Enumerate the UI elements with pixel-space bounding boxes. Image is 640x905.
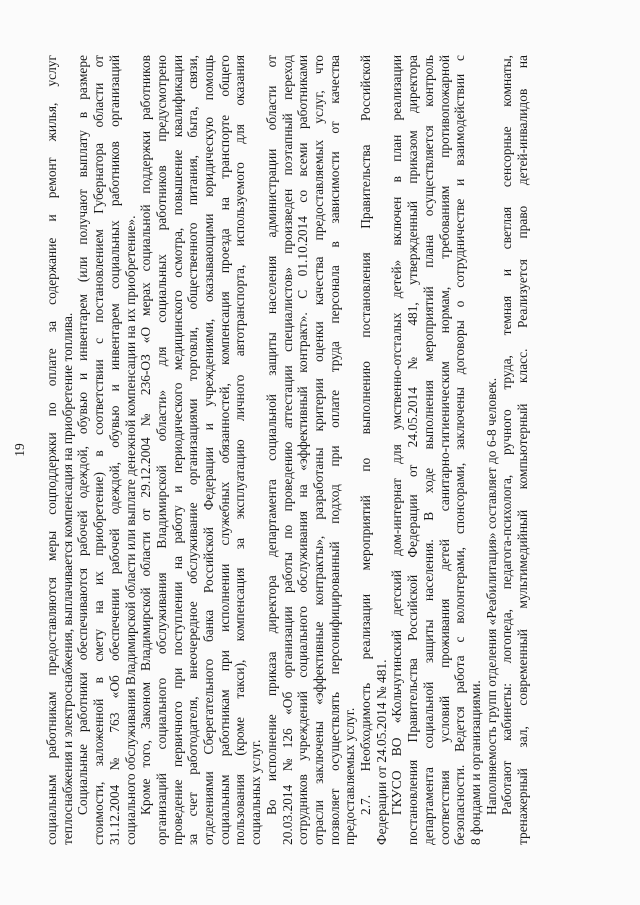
- text-line: ГКУСО ВО «Кольчугинский детский дом-интернат для умственно-отсталых детей» включен в план реализации: [389, 55, 405, 815]
- text-line: 8 фондами и организациями.: [467, 680, 483, 845]
- text-line: отделениями Сберегательного банка Российской Федерации и учреждениями, оказывающими юридическую помощь: [201, 55, 217, 845]
- text-line: Кроме того, Законом Владимирской области от 29.12.2004 № 236-ОЗ «О мерах социальной поддержки работников: [138, 55, 154, 815]
- text-line: теплоснабжения и электроснабжения, выплачивается компенсация на приобретение топлива.: [59, 312, 75, 845]
- text-line: стоимости, заложенной в смету на их приобретение) в соответствии с постановлением Губернатора области от: [91, 55, 107, 845]
- document-body: [44, 55, 531, 845]
- text-line: Работают кабинеты: логопеда, педагога-психолога, ручного труда, темная и светлая сенсорные комнаты,: [499, 55, 515, 815]
- text-line: социальных услуг.: [248, 739, 264, 845]
- text-line: Наполняемость групп отделения «Реабилитация» составляет до 6-8 человек.: [483, 377, 499, 815]
- text-line: 20.03.2014 №126 «Об организации работы по проведению аттестации специалистов» произведен поэтапный переход: [279, 55, 295, 845]
- page-number: 19: [12, 443, 27, 457]
- text-line: Социальные работники обеспечиваются рабочей одеждой, обувью и инвентарем (или получают выплату в размере: [75, 55, 91, 815]
- text-line: проведение первичного при поступлении на работу и периодического медицинского осмотра, повышение квалификации: [169, 55, 185, 845]
- text-line: 31.12.2004 № 763 «Об обеспечении рабочей одеждой, обувью и инвентарем социальных работников организаций: [106, 55, 122, 845]
- text-line: безопасности. Ведется работа с волонтерами, спонсорами, заключены договоры о сотрудничестве и взаимодействии с: [452, 55, 468, 845]
- text-line: позволяет осуществлять персонифицированный подход при оплате труда персонала в зависимости от качества: [326, 55, 342, 845]
- text-line: организаций социального обслуживания Владимирской области» для социальных работников предусмотрено: [153, 55, 169, 845]
- text-line: тренажерный зал, современный мультимедийный компьютерный класс. Реализуется право детей-инвалидов на: [515, 55, 531, 845]
- text-line: социального обслуживания Владимирской области или выплате денежной компенсации на их приобретение».: [122, 215, 138, 845]
- text-line: социальным работникам предоставляются меры соцподдержки по оплате за содержание и ремонт жилья, услуг: [44, 55, 59, 845]
- text-line: предоставляемых услуг.: [342, 707, 358, 845]
- text-line: департамента социальной защиты населения. В ходе выполнения мероприятий плана осуществляется контроль: [420, 55, 436, 845]
- text-line: сотрудников учреждений социального обслуживания на «эффективный контракт». С 01.10.2014 со всеми работниками: [295, 55, 311, 845]
- text-line: Во исполнение приказа директора департамента социальной защиты населения администрации области от: [263, 55, 279, 815]
- text-line: Федерации от 24.05.2014 № 481.: [373, 659, 389, 845]
- text-line: отрасли заключены «эффективные контракты», разработаны критерии оценки качества предоставляемых услуг, что: [310, 55, 326, 845]
- text-line: постановления Правительства Российской Федерации от 24.05.2014 № 481, утвержденный приказом директора: [405, 55, 421, 845]
- text-line: за счет работодателя, внеочередное обслуживание организациями торговли, общественного питания, быта, связи,: [185, 55, 201, 845]
- text-line: пользования (кроме такси), компенсация за эксплуатацию личного автотранспорта, используемого для оказания: [232, 55, 248, 845]
- text-line: соответствия условий проживания детей санитарно-гигиеническим нормам, требованиям противопожарной: [436, 55, 452, 845]
- text-line: социальным работникам при исполнении служебных обязанностей, компенсация проезда на транспорте общего: [216, 55, 232, 845]
- text-line: 2.7. Необходимость реализации мероприятий по выполнению постановления Правительства Российской: [358, 55, 374, 815]
